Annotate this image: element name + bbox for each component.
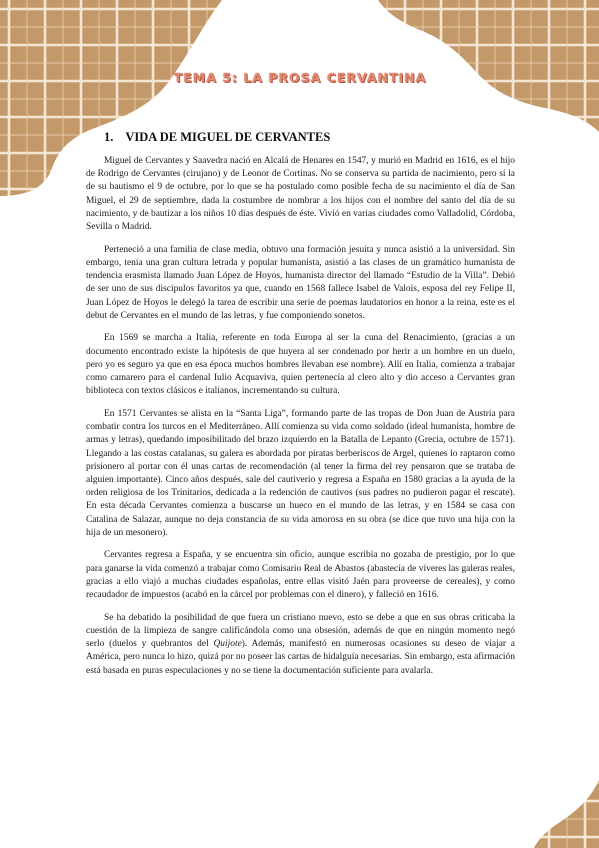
paragraph-1: Miguel de Cervantes y Saavedra nació en Alcalá de Henares en 1547, y murió en Madrid en 1616, es el hijo de Rodrigo de Cervantes (cirujano) y de Leonor de Cortinas. No se conserva su partida de nacimiento, pero sí la de su bautismo el 9 de octubre, por lo que se ha postulado como posible fecha de su nacimiento el día de San Miguel, el 29 de septiembre, dada la costumbre de nombrar a los hijos con el nombre del santo del día de su nacimiento, y de bautizar a los niños 10 días después de éste. Vivió en varias ciudades como Valladolid, Córdoba, Sevilla o Madrid. xyxy=(86,156,515,233)
section-title: VIDA DE MIGUEL DE CERVANTES xyxy=(125,130,331,144)
paragraph-6-text-b: ). Además, manifestó en numerosas ocasiones su deseo de viajar a América, pero nunca lo hizo, quizá por no poseer las cartas de hidalguía necesarias. Sin embargo, esta afirmación está basada en puras especulaciones y no se tiene la documentación suficiente para avalarla. xyxy=(86,639,515,676)
paragraph-3: En 1569 se marcha a Italia, referente en toda Europa al ser la cuna del Renacimiento, (gracias a un documento encontrado existe la hipótesis de que huyera al ser condenado por herir a un hombre en un duelo, pero yo es seguro ya que en esa época muchos hombres llevaban ese nombre). Allí en Italia, comienza a trabajar como camarero para el cardenal Iulio Acquaviva, quien pertenecía al clero alto y dio acceso a Cervantes gran biblioteca con textos clásicos e italianos, incrementando su cultura. xyxy=(86,333,515,397)
paragraph-2: Perteneció a una familia de clase media, obtuvo una formación jesuita y nunca asistió a la universidad. Sin embargo, tenía una gran cultura letrada y popular humanista, asistió a las clases de un gramático humanista de tendencia erasmista llamado Juan López de Hoyos, humanista director del llamado “Estudio de la Villa”. Debió de ser uno de sus discípulos favoritos ya que, cuando en 1568 fallece Isabel de Valois, esposa del rey Felipe II, Juan López de Hoyos le delegó la tarea de escribir una serie de poemas laudatorios en honor a la reina, este es el debut de Cervantes en el mundo de las letras, y fue componiendo sonetos. xyxy=(86,244,515,321)
section-heading xyxy=(104,130,330,145)
paragraph-5: Cervantes regresa a España, y se encuentra sin oficio, aunque escribía no gozaba de prestigio, por lo que para ganarse la vida comenzó a trabajar como Comisario Real de Abastos (abastecía de víveres las galeras reales, gracias a ello viajó a muchas ciudades españolas, entre ellas visitó Jaén para proveerse de cereales), y como recaudador de impuestos (acabó en la cárcel por problemas con el dinero), y falleció en 1616. xyxy=(86,550,515,601)
paragraph-6-text-a: Se ha debatido la posibilidad de que fuera un cristiano nuevo, esto se debe a que en sus obras criticaba la cuestión de la limpieza de sangre calificándola como una obsesión, además de que en ningún momento negó serlo (duelos y quebrantos del xyxy=(86,612,515,650)
paragraph-6 xyxy=(86,612,515,678)
page-title: TEMA 5: LA PROSA CERVANTINA xyxy=(173,70,427,85)
quijote-title: Quijote xyxy=(213,639,242,650)
paragraph-4: En 1571 Cervantes se alista en la “Santa Liga”, formando parte de las tropas de Don Juan de Austria para combatir contra los turcos en el Mediterráneo. Allí comienza su vida como soldado (ideal humanista, hombre de armas y letras), quedando imposibilitado del brazo izquierdo en la Batalla de Lepanto (Grecia, octubre de 1571). Llegando a las costas catalanas, su galera es abordada por piratas berberiscos de Argel, quienes lo raptaron como prisionero al portar con él unas cartas de recomendación (al tener la firma del rey pensaron que se trataba de alguien importante). Cinco años después, sale del cautiverio y regresa a España en 1580 gracias a la ayuda de la orden religiosa de los Trinitarios, dedicada a la redención de cautivos (sus padres no pudieron pagar el rescate). En esta década Cervantes comienza a buscarse un hueco en el mundo de las letras, y en 1584 se casa con Catalina de Salazar, aunque no deja constancia de su vida amorosa en su obra (se dice que tuvo una hija con la hija de un mesonero). xyxy=(86,408,515,538)
section-number: 1. xyxy=(104,130,114,144)
body-text xyxy=(86,155,515,687)
